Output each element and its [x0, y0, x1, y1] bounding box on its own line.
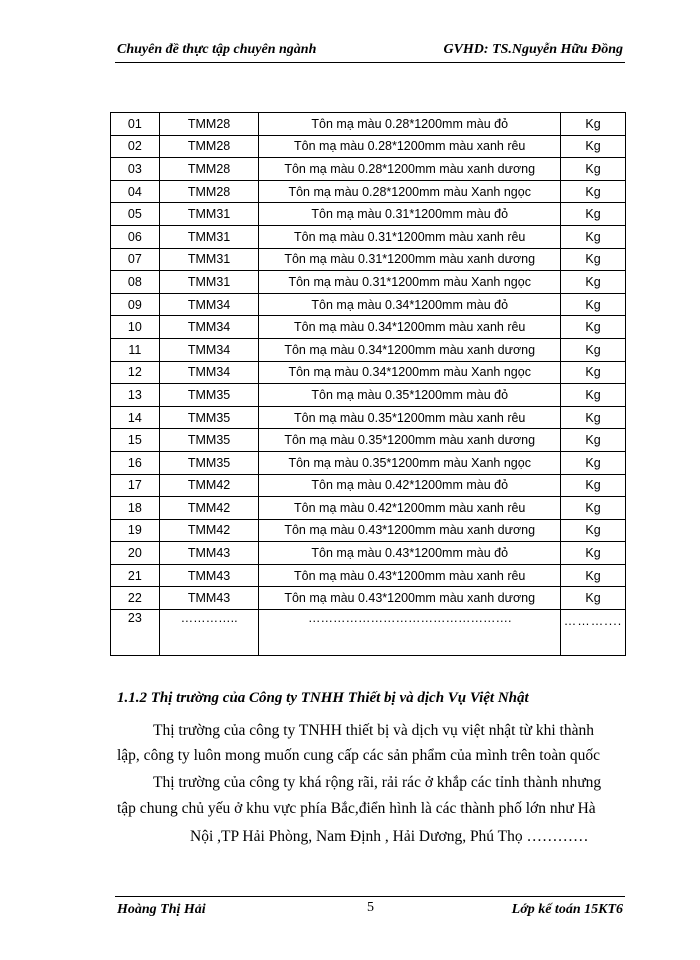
table-row: [111, 316, 626, 339]
cell-row-number: 08: [111, 271, 160, 294]
cell-product-code: TMM34: [159, 316, 259, 339]
cell-unit: Kg: [561, 180, 626, 203]
cell-product-code: TMM35: [159, 384, 259, 407]
cell-product-code: TMM34: [159, 293, 259, 316]
table-row: [111, 429, 626, 452]
cell-unit: Kg: [561, 271, 626, 294]
table-row: [111, 203, 626, 226]
table-row: [111, 610, 626, 656]
cell-product-code: TMM31: [159, 248, 259, 271]
cell-unit: Kg: [561, 316, 626, 339]
cell-product-name: Tôn mạ màu 0.35*1200mm màu xanh rêu: [259, 406, 561, 429]
table-row: [111, 293, 626, 316]
cell-product-name: Tôn mạ màu 0.34*1200mm màu đỏ: [259, 293, 561, 316]
cell-unit: Kg: [561, 497, 626, 520]
cell-unit: Kg: [561, 542, 626, 565]
cell-unit: Kg: [561, 203, 626, 226]
cell-unit: Kg: [561, 338, 626, 361]
cell-product-code: TMM28: [159, 135, 259, 158]
cell-product-name: Tôn mạ màu 0.31*1200mm màu Xanh ngọc: [259, 271, 561, 294]
cell-row-number: 17: [111, 474, 160, 497]
cell-unit: Kg: [561, 361, 626, 384]
product-table-body: [111, 113, 626, 656]
table-row: [111, 542, 626, 565]
cell-unit: ………....: [561, 610, 626, 656]
cell-product-code: TMM34: [159, 361, 259, 384]
cell-product-code: TMM31: [159, 225, 259, 248]
cell-product-code: TMM35: [159, 429, 259, 452]
cell-row-number: 16: [111, 451, 160, 474]
table-row: [111, 474, 626, 497]
cell-product-name: Tôn mạ màu 0.28*1200mm màu xanh rêu: [259, 135, 561, 158]
cell-row-number: 11: [111, 338, 160, 361]
cell-product-code: TMM35: [159, 406, 259, 429]
cell-product-code: …………..: [159, 610, 259, 656]
cell-row-number: 14: [111, 406, 160, 429]
cell-product-code: TMM43: [159, 587, 259, 610]
table-row: [111, 451, 626, 474]
cell-unit: Kg: [561, 519, 626, 542]
cell-product-name: Tôn mạ màu 0.42*1200mm màu xanh rêu: [259, 497, 561, 520]
table-row: [111, 497, 626, 520]
cell-product-code: TMM42: [159, 519, 259, 542]
cell-product-name: Tôn mạ màu 0.31*1200mm màu xanh rêu: [259, 225, 561, 248]
cell-unit: Kg: [561, 587, 626, 610]
cell-product-code: TMM35: [159, 451, 259, 474]
cell-unit: Kg: [561, 406, 626, 429]
cell-row-number: 06: [111, 225, 160, 248]
table-row: [111, 338, 626, 361]
cell-row-number: 21: [111, 564, 160, 587]
cell-product-name: ………………………………………….: [259, 610, 561, 656]
cell-unit: Kg: [561, 135, 626, 158]
cell-unit: Kg: [561, 451, 626, 474]
cell-product-name: Tôn mạ màu 0.35*1200mm màu đỏ: [259, 384, 561, 407]
cell-product-code: TMM42: [159, 474, 259, 497]
page-header: [115, 40, 625, 63]
footer-author: Hoàng Thị Hải: [117, 902, 206, 917]
footer-class: Lớp kế toán 15KT6: [511, 902, 623, 917]
cell-unit: Kg: [561, 429, 626, 452]
paragraph-line-1: Thị trường của công ty TNHH thiết bị và dịch vụ việt nhật từ khi thành: [153, 722, 594, 739]
cell-product-code: TMM28: [159, 113, 259, 136]
cell-unit: Kg: [561, 225, 626, 248]
header-title: Chuyên đề thực tập chuyên ngành: [117, 42, 317, 57]
cell-product-name: Tôn mạ màu 0.28*1200mm màu đỏ: [259, 113, 561, 136]
cell-row-number: 20: [111, 542, 160, 565]
cell-product-code: TMM43: [159, 564, 259, 587]
cell-row-number: 22: [111, 587, 160, 610]
paragraph-line-4: tập chung chủ yếu ở khu vực phía Bắc,điển hình là các thành phố lớn như Hà: [117, 800, 596, 817]
cell-unit: Kg: [561, 293, 626, 316]
cell-row-number: 15: [111, 429, 160, 452]
cell-product-name: Tôn mạ màu 0.34*1200mm màu xanh rêu: [259, 316, 561, 339]
cell-row-number: 18: [111, 497, 160, 520]
cell-product-code: TMM31: [159, 203, 259, 226]
header-advisor: GVHD: TS.Nguyễn Hữu Đồng: [443, 42, 623, 57]
cell-product-name: Tôn mạ màu 0.35*1200mm màu Xanh ngọc: [259, 451, 561, 474]
paragraph-line-2: lập, công ty luôn mong muốn cung cấp các sản phẩm của mình trên toàn quốc: [117, 747, 600, 764]
table-row: [111, 225, 626, 248]
cell-unit: Kg: [561, 474, 626, 497]
table-row: [111, 361, 626, 384]
table-row: [111, 158, 626, 181]
cell-product-name: Tôn mạ màu 0.43*1200mm màu xanh dương: [259, 519, 561, 542]
cell-product-name: Tôn mạ màu 0.43*1200mm màu đỏ: [259, 542, 561, 565]
cell-unit: Kg: [561, 248, 626, 271]
cell-row-number: 19: [111, 519, 160, 542]
cell-product-code: TMM34: [159, 338, 259, 361]
table-row: [111, 180, 626, 203]
cell-row-number: 07: [111, 248, 160, 271]
table-row: [111, 406, 626, 429]
table-row: [111, 384, 626, 407]
cell-unit: Kg: [561, 384, 626, 407]
cell-product-code: TMM28: [159, 180, 259, 203]
table-row: [111, 135, 626, 158]
cell-unit: Kg: [561, 113, 626, 136]
table-row: [111, 248, 626, 271]
cell-product-code: TMM28: [159, 158, 259, 181]
cell-row-number: 01: [111, 113, 160, 136]
table-row: [111, 519, 626, 542]
cell-product-name: Tôn mạ màu 0.28*1200mm màu xanh dương: [259, 158, 561, 181]
cell-row-number: 13: [111, 384, 160, 407]
cell-row-number: 09: [111, 293, 160, 316]
cell-product-code: TMM31: [159, 271, 259, 294]
cell-product-name: Tôn mạ màu 0.43*1200mm màu xanh rêu: [259, 564, 561, 587]
cell-row-number: 02: [111, 135, 160, 158]
cell-product-code: TMM42: [159, 497, 259, 520]
paragraph-line-5: Nội ,TP Hải Phòng, Nam Định , Hải Dương, Phú Thọ …………: [190, 828, 589, 845]
cell-product-name: Tôn mạ màu 0.28*1200mm màu Xanh ngọc: [259, 180, 561, 203]
cell-product-name: Tôn mạ màu 0.31*1200mm màu xanh dương: [259, 248, 561, 271]
paragraph-line-3: Thị trường của công ty khá rộng rãi, rải rác ở khắp các tỉnh thành nhưng: [153, 774, 602, 791]
cell-product-name: Tôn mạ màu 0.34*1200mm màu Xanh ngọc: [259, 361, 561, 384]
cell-row-number: 03: [111, 158, 160, 181]
cell-product-name: Tôn mạ màu 0.43*1200mm màu xanh dương: [259, 587, 561, 610]
cell-product-code: TMM43: [159, 542, 259, 565]
page-number: 5: [367, 900, 374, 915]
table-row: [111, 271, 626, 294]
cell-row-number: 04: [111, 180, 160, 203]
cell-product-name: Tôn mạ màu 0.35*1200mm màu xanh dương: [259, 429, 561, 452]
table-row: [111, 587, 626, 610]
cell-row-number: 10: [111, 316, 160, 339]
table-row: [111, 564, 626, 587]
cell-unit: Kg: [561, 564, 626, 587]
cell-product-name: Tôn mạ màu 0.31*1200mm màu đỏ: [259, 203, 561, 226]
cell-product-name: Tôn mạ màu 0.42*1200mm màu đỏ: [259, 474, 561, 497]
table-row: [111, 113, 626, 136]
cell-row-number: 23: [111, 610, 160, 656]
page-footer: [115, 896, 625, 917]
product-table: [110, 112, 626, 656]
cell-row-number: 12: [111, 361, 160, 384]
cell-product-name: Tôn mạ màu 0.34*1200mm màu xanh dương: [259, 338, 561, 361]
cell-unit: Kg: [561, 158, 626, 181]
section-heading: 1.1.2 Thị trường của Công ty TNHH Thiết bị và dịch Vụ Việt Nhật: [117, 690, 529, 706]
cell-row-number: 05: [111, 203, 160, 226]
